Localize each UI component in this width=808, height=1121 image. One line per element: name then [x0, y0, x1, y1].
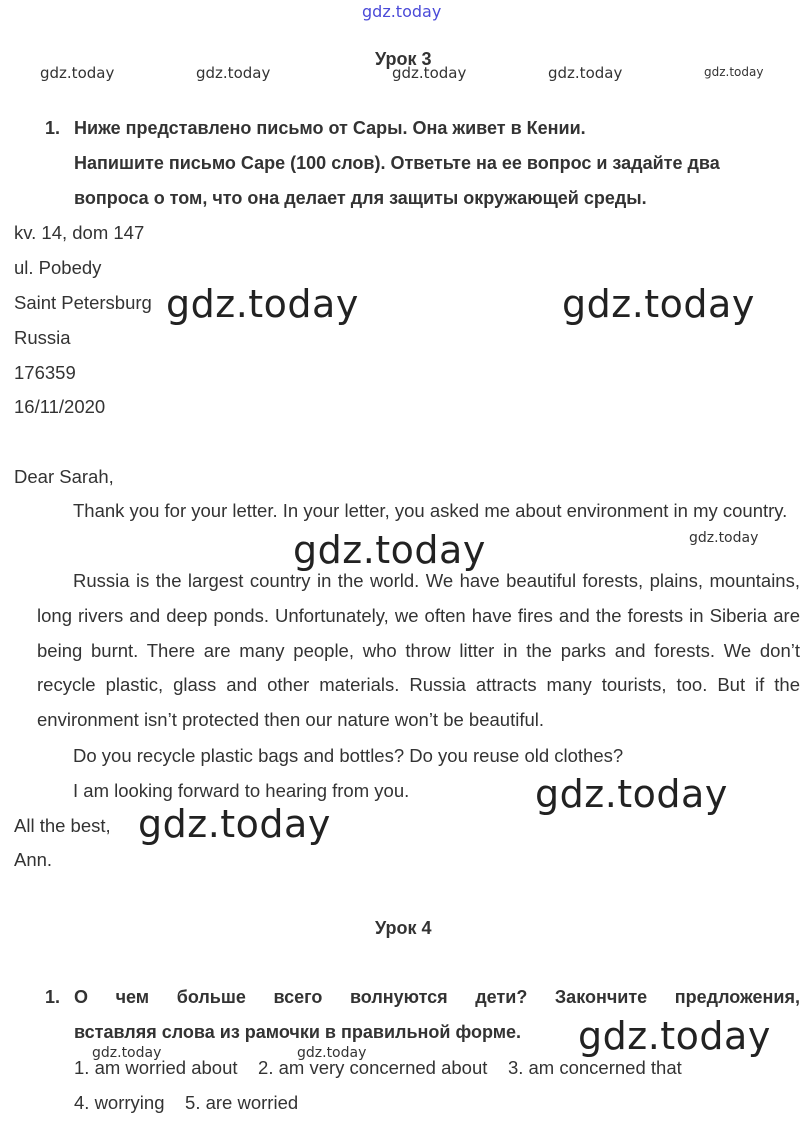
letter-greeting: Dear Sarah, [14, 466, 114, 487]
lesson-3-task-number: 1. [45, 118, 61, 138]
letter-paragraph: I am looking forward to hearing from you. [73, 780, 410, 801]
watermark-small: gdz.today [297, 1045, 367, 1061]
watermark-big: gdz.today [578, 1014, 771, 1058]
watermark-small: gdz.today [40, 64, 115, 82]
watermark-small: gdz.today [548, 64, 623, 82]
address-line: kv. 14, dom 147 [14, 222, 145, 243]
lesson-4-task-number: 1. [45, 987, 61, 1007]
letter-paragraph: Do you recycle plastic bags and bottles? Do you reuse old clothes? [73, 745, 624, 766]
address-line: 176359 [14, 362, 76, 383]
lesson-3-task-line: Напишите письмо Саре (100 слов). Ответьте на ее вопрос и задайте два [74, 153, 720, 173]
letter-date: 16/11/2020 [14, 396, 106, 417]
watermark-small: gdz.today [704, 65, 764, 79]
lesson-4-task-line: О чем больше всего волнуются дети? Закончите предложения, [74, 987, 800, 1007]
watermark-small: gdz.today [92, 1045, 162, 1061]
watermark-big: gdz.today [293, 528, 486, 572]
watermark-big: gdz.today [562, 282, 755, 326]
watermark-small: gdz.today [196, 64, 271, 82]
watermark-top: gdz.today [362, 2, 442, 21]
watermark-big: gdz.today [166, 282, 359, 326]
answers-line: 1. am worried about 2. am very concerned about 3. am concerned that [74, 1057, 682, 1078]
address-line: Russia [14, 327, 71, 348]
lesson-4-title: Урок 4 [375, 918, 432, 938]
lesson-3-task-line: Ниже представлено письмо от Сары. Она живет в Кении. [74, 118, 586, 138]
address-line: ul. Pobedy [14, 257, 102, 278]
watermark-big: gdz.today [535, 772, 728, 816]
letter-paragraph: Russia is the largest country in the world. We have beautiful forests, plains, mountains, long rivers and deep ponds. Unfortunately, we often have fires and the forests in Siberia are being burnt. There are many people, who throw litter in the parks and forests. We don’t recycle plastic, glass and other materials. Russia attracts many tourists, too. But if the environment isn’t protected then our nature won’t be beautiful. [37, 570, 800, 731]
watermark-small: gdz.today [689, 530, 759, 546]
watermark-big: gdz.today [138, 802, 331, 846]
letter-paragraph: Thank you for your letter. In your letter, you asked me about environment in my country. [73, 500, 788, 521]
letter-signature: Ann. [14, 849, 53, 870]
letter-closing: All the best, [14, 815, 111, 836]
address-line: Saint Petersburg [14, 292, 152, 313]
lesson-3-task-line: вопроса о том, что она делает для защиты окружающей среды. [74, 188, 647, 208]
lesson-4-task-line: вставляя слова из рамочки в правильной форме. [74, 1022, 522, 1042]
answers-line: 4. worrying 5. are worried [74, 1092, 299, 1113]
lesson-3-title: Урок 3 [375, 49, 432, 69]
watermark-small: gdz.today [392, 64, 467, 82]
